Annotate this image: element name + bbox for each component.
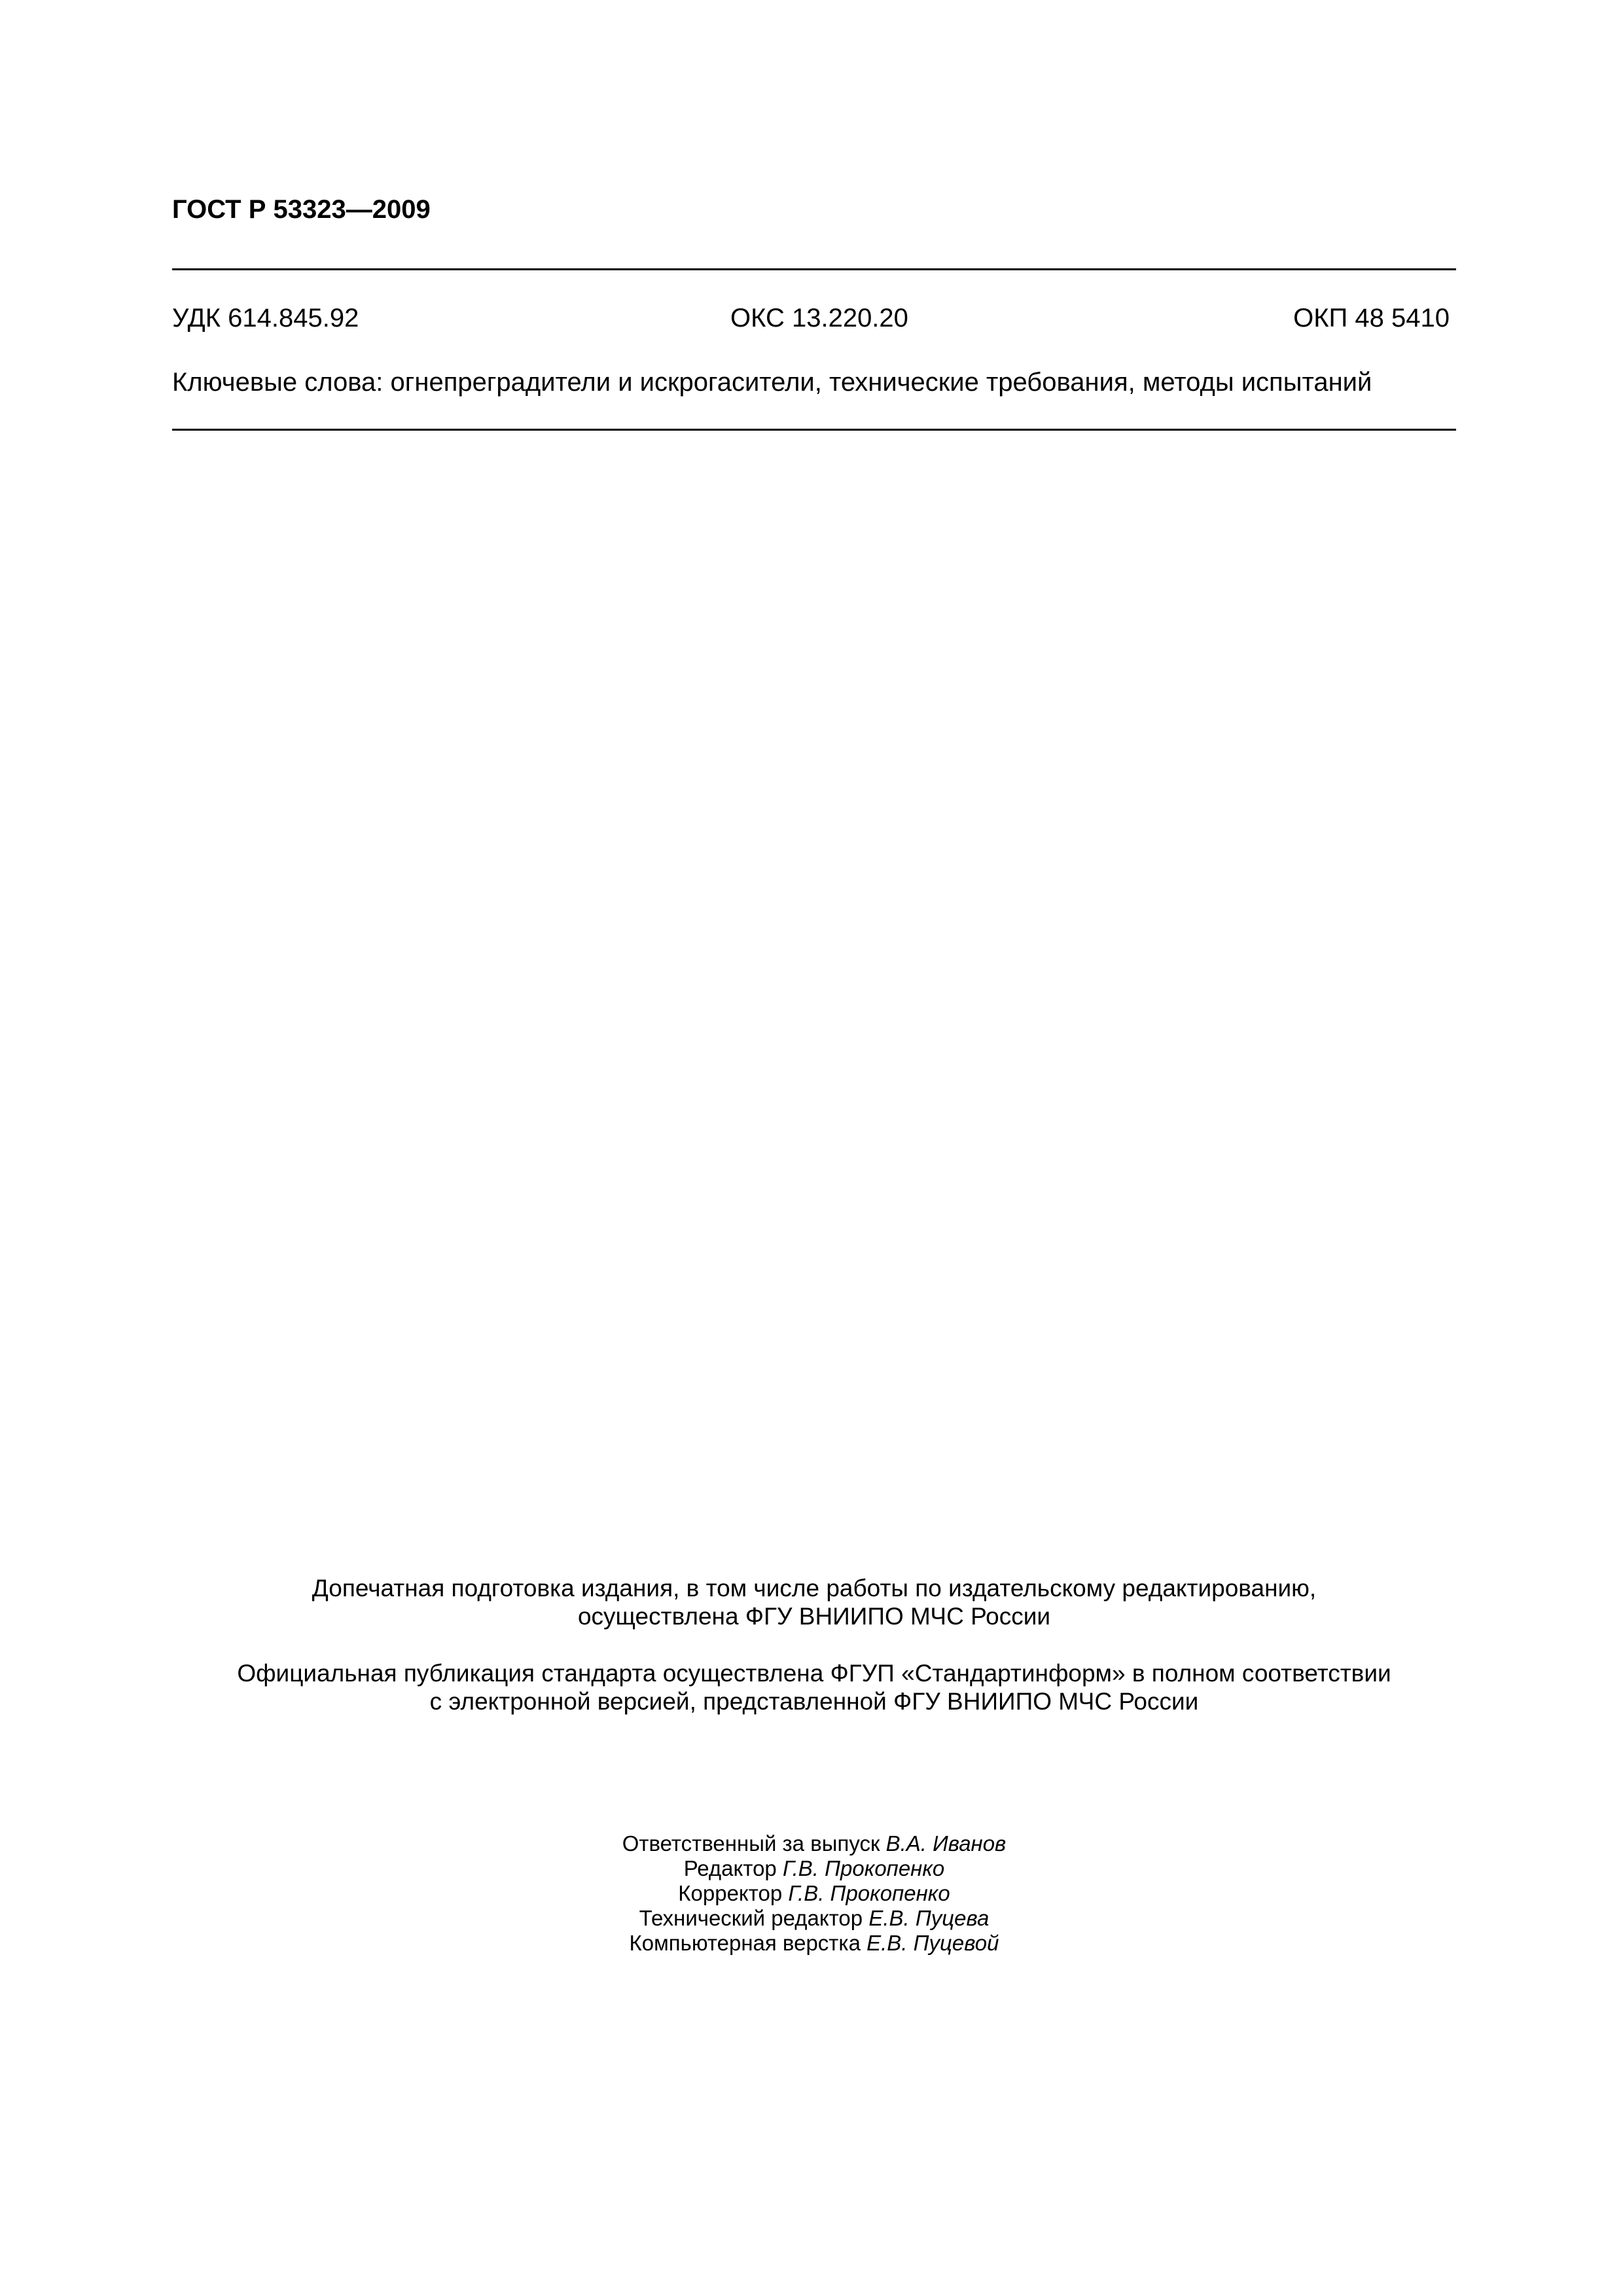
oks-code: ОКС 13.220.20 — [730, 304, 908, 332]
standard-code: ГОСТ Р 53323—2009 — [172, 195, 431, 224]
credit-line — [172, 1931, 1456, 1956]
credit-role: Технический редактор — [639, 1906, 863, 1930]
preparation-note-line: осуществлена ФГУ ВНИИПО МЧС России — [577, 1603, 1051, 1630]
credit-person: Е.В. Пуцева — [868, 1906, 990, 1930]
top-divider — [172, 268, 1456, 270]
bottom-divider — [172, 429, 1456, 431]
publication-note — [172, 1659, 1456, 1715]
preparation-note — [172, 1574, 1456, 1630]
publication-note-line: с электронной версией, представленной ФГУ ВНИИПО МЧС России — [429, 1688, 1199, 1715]
udk-code: УДК 614.845.92 — [172, 304, 359, 332]
credit-line — [172, 1856, 1456, 1881]
credit-role: Редактор — [683, 1856, 777, 1880]
credits-block — [172, 1831, 1456, 1956]
credit-line — [172, 1906, 1456, 1931]
credit-person: Г.В. Прокопенко — [788, 1881, 950, 1905]
okp-code: ОКП 48 5410 — [1293, 304, 1450, 332]
credit-person: В.А. Иванов — [885, 1831, 1007, 1856]
credit-role: Компьютерная верстка — [629, 1931, 861, 1955]
credit-line — [172, 1831, 1456, 1856]
credit-role: Ответственный за выпуск — [622, 1831, 880, 1856]
publication-note-line: Официальная публикация стандарта осуществлена ФГУП «Стандартинформ» в полном соответствии — [237, 1660, 1391, 1687]
credit-person: Е.В. Пуцевой — [866, 1931, 999, 1955]
credit-person: Г.В. Прокопенко — [782, 1856, 945, 1880]
credit-line — [172, 1881, 1456, 1906]
keywords-line: Ключевые слова: огнепреградители и искрогасители, технические требования, методы испытаний — [172, 368, 1372, 397]
credit-role: Корректор — [678, 1881, 783, 1905]
preparation-note-line: Допечатная подготовка издания, в том числе работы по издательскому редактированию, — [312, 1575, 1317, 1602]
classification-row — [172, 302, 1450, 336]
